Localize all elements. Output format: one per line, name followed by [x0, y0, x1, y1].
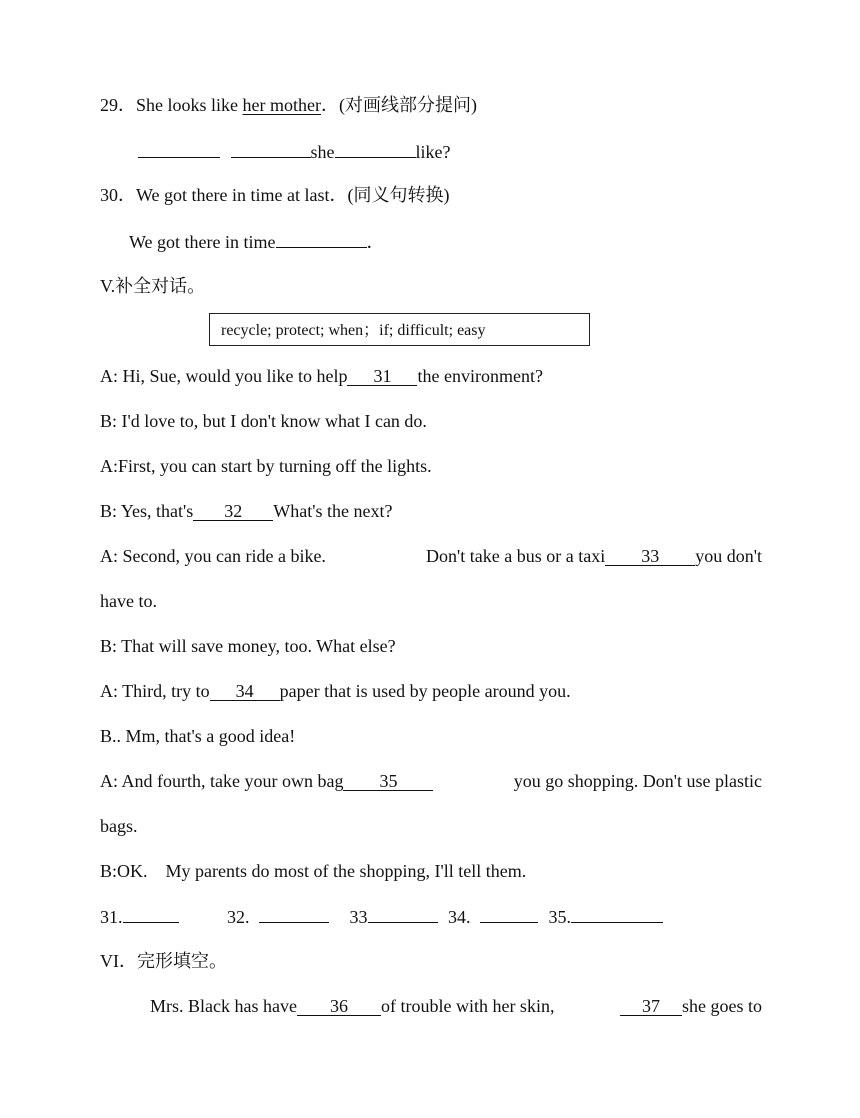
passage-line — [150, 995, 762, 1017]
answer-blank[interactable] — [335, 140, 416, 158]
question-29 — [100, 94, 477, 116]
passage-segment — [620, 995, 762, 1017]
passage-text: of trouble with her skin, — [380, 996, 555, 1016]
answer-label: 31. — [100, 907, 123, 927]
question-number: 30． — [100, 185, 136, 205]
underlined-phrase: her mother — [242, 95, 321, 115]
answer-label: 34. — [448, 907, 471, 927]
answer-word: like? — [415, 142, 451, 162]
dialogue-line: B.. Mm, that's a good idea! — [100, 726, 296, 746]
dialogue-line — [100, 365, 543, 387]
blank-35[interactable]: 35 — [343, 773, 433, 791]
dialogue-text: Don't take a bus or a taxi — [426, 546, 606, 566]
dialogue-text: A: Second, you can ride a bike. — [100, 546, 326, 566]
dialogue-line — [100, 500, 392, 522]
dialogue-line — [100, 680, 571, 702]
section-title: V.补全对话。 — [100, 276, 206, 296]
dialogue-segment — [100, 770, 433, 792]
dialogue-line: A:First, you can start by turning off the lights. — [100, 456, 432, 476]
dialogue-text: A: Third, try to — [100, 681, 210, 701]
instruction: (对画线部分提问) — [338, 95, 477, 115]
answer-blank-34[interactable] — [480, 905, 538, 923]
instruction: (同义句转换) — [347, 185, 450, 205]
blank-37[interactable]: 37 — [620, 998, 682, 1016]
dialogue-line: bags. — [100, 816, 138, 836]
dialogue-text: you don't — [695, 546, 762, 566]
dialogue-line: B: I'd love to, but I don't know what I can do. — [100, 411, 427, 431]
answer-blank[interactable] — [231, 140, 311, 158]
dialogue-line: B:OK. My parents do most of the shopping, I'll tell them. — [100, 861, 527, 881]
answer-text: We got there in time — [129, 232, 276, 252]
blank-31[interactable]: 31 — [347, 368, 417, 386]
punctuation: ． — [320, 95, 339, 115]
blank-33[interactable]: 33 — [605, 548, 695, 566]
answer-blank-35[interactable] — [571, 905, 663, 923]
dialogue-line: have to. — [100, 591, 157, 611]
dialogue-text: paper that is used by people around you. — [279, 681, 571, 701]
answer-word: she — [310, 142, 335, 162]
section-title: VI．完形填空。 — [100, 951, 227, 971]
blank-36[interactable]: 36 — [297, 998, 381, 1016]
dialogue-line — [100, 545, 762, 567]
dialogue-text: What's the next? — [273, 501, 393, 521]
dialogue-segment — [426, 545, 762, 567]
dialogue-text: B: Yes, that's — [100, 501, 194, 521]
answer-label: 33 — [349, 907, 368, 927]
dialogue-text: A: And fourth, take your own bag — [100, 771, 344, 791]
dialogue-line: B: That will save money, too. What else? — [100, 636, 396, 656]
passage-text: she goes to — [682, 996, 762, 1016]
dialogue-text: the environment? — [417, 366, 543, 386]
passage-text: Mrs. Black has have — [150, 996, 297, 1016]
question-text: We got there in time at last． — [136, 185, 348, 205]
punctuation: ． — [366, 232, 385, 252]
dialogue-text: you go shopping. Don't use plastic — [513, 771, 762, 791]
answer-label: 35. — [548, 907, 571, 927]
blank-34[interactable]: 34 — [210, 683, 280, 701]
passage-segment — [150, 995, 554, 1017]
answer-blank[interactable] — [138, 140, 220, 158]
dialogue-line — [100, 770, 762, 792]
blank-32[interactable]: 32 — [193, 503, 273, 521]
question-30 — [100, 184, 450, 206]
question-30-answer-line — [129, 230, 385, 253]
question-text: She looks like — [136, 95, 243, 115]
answer-blank[interactable] — [276, 230, 367, 248]
word-bank-box: recycle; protect; when；if; difficult; easy — [209, 313, 590, 346]
answer-row — [100, 905, 663, 928]
question-29-answer-line — [138, 140, 450, 163]
answer-blank-31[interactable] — [123, 905, 179, 923]
answer-blank-32[interactable] — [259, 905, 329, 923]
answer-blank-33[interactable] — [368, 905, 438, 923]
question-number: 29． — [100, 95, 136, 115]
dialogue-text: A: Hi, Sue, would you like to help — [100, 366, 348, 386]
answer-label: 32. — [227, 907, 250, 927]
